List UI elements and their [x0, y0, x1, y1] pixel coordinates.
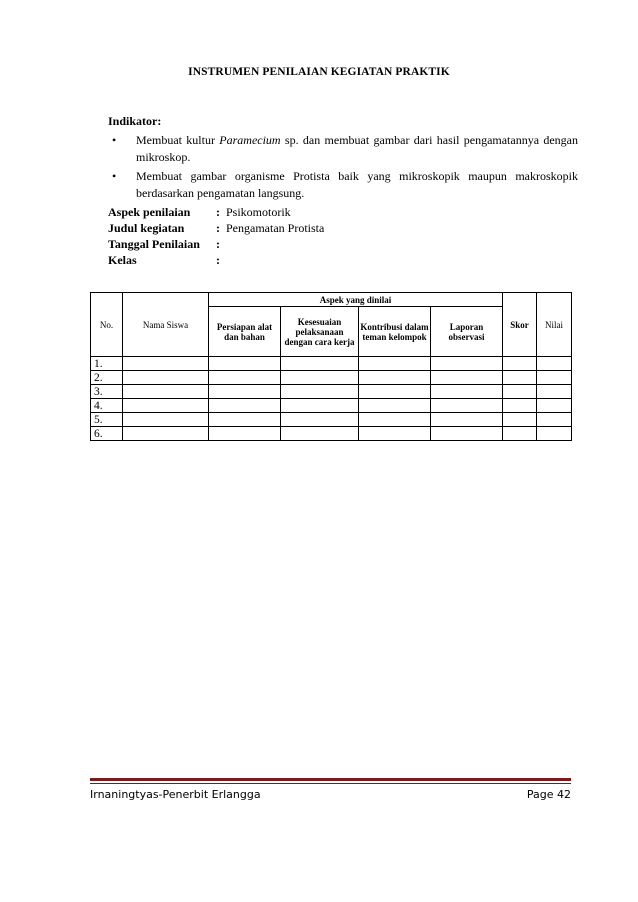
header-laporan: Laporan observasi	[431, 307, 503, 357]
cell-skor	[503, 427, 537, 441]
cell-nilai	[537, 357, 572, 371]
footer-page-number: Page 42	[526, 788, 571, 801]
cell-kontribusi	[359, 385, 431, 399]
header-nilai: Nilai	[537, 293, 572, 357]
cell-kontribusi	[359, 413, 431, 427]
cell-nama	[123, 427, 209, 441]
row-number: 4.	[91, 399, 123, 413]
cell-kesesuaian	[281, 399, 359, 413]
row-number: 6.	[91, 427, 123, 441]
cell-nama	[123, 357, 209, 371]
assessment-info	[108, 204, 324, 268]
bullet-icon: •	[112, 169, 117, 183]
cell-nilai	[537, 385, 572, 399]
cell-skor	[503, 413, 537, 427]
cell-kesesuaian	[281, 427, 359, 441]
cell-nilai	[537, 427, 572, 441]
cell-persiapan	[209, 385, 281, 399]
table-row	[91, 399, 572, 413]
table-row	[91, 371, 572, 385]
cell-nama	[123, 385, 209, 399]
cell-laporan	[431, 385, 503, 399]
info-row-judul-kegiatan: Judul kegiatan : Pengamatan Protista	[108, 221, 325, 235]
cell-skor	[503, 385, 537, 399]
cell-kesesuaian	[281, 413, 359, 427]
cell-nama	[123, 399, 209, 413]
row-number: 2.	[91, 371, 123, 385]
assessment-table	[90, 292, 572, 441]
header-kontribusi: Kontribusi dalam teman kelompok	[359, 307, 431, 357]
row-number: 5.	[91, 413, 123, 427]
footer-divider-thin	[90, 783, 571, 784]
info-row-aspek-penilaian: Aspek penilaian : Psikomotorik	[108, 205, 291, 219]
cell-nilai	[537, 371, 572, 385]
header-aspek-group: Aspek yang dinilai	[209, 293, 503, 307]
cell-laporan	[431, 371, 503, 385]
cell-laporan	[431, 427, 503, 441]
cell-kontribusi	[359, 399, 431, 413]
cell-persiapan	[209, 413, 281, 427]
footer-divider	[90, 778, 571, 781]
cell-skor	[503, 357, 537, 371]
cell-laporan	[431, 357, 503, 371]
cell-nilai	[537, 399, 572, 413]
cell-persiapan	[209, 371, 281, 385]
cell-kontribusi	[359, 371, 431, 385]
cell-skor	[503, 371, 537, 385]
info-row-tanggal-penilaian: Tanggal Penilaian :	[108, 237, 220, 251]
cell-nama	[123, 413, 209, 427]
page-title: INSTRUMEN PENILAIAN KEGIATAN PRAKTIK	[188, 66, 450, 78]
cell-persiapan	[209, 427, 281, 441]
cell-kesesuaian	[281, 371, 359, 385]
cell-nama	[123, 371, 209, 385]
row-number: 3.	[91, 385, 123, 399]
bullet-icon: •	[112, 133, 117, 147]
table-row	[91, 427, 572, 441]
indikator-item: • Membuat gambar organisme Protista baik yang mikroskopik maupun makroskopik berdasarkan pengamatan langsung.	[112, 169, 578, 200]
cell-laporan	[431, 399, 503, 413]
row-number: 1.	[91, 357, 123, 371]
indikator-item: • Membuat kultur Paramecium sp. dan membuat gambar dari hasil pengamatannya dengan mikroskop.	[112, 133, 579, 164]
cell-kesesuaian	[281, 385, 359, 399]
info-row-kelas: Kelas :	[108, 253, 220, 267]
cell-persiapan	[209, 399, 281, 413]
indikator-list	[108, 132, 578, 202]
indikator-heading: Indikator:	[108, 114, 162, 128]
page-footer	[90, 788, 571, 801]
header-skor: Skor	[503, 293, 537, 357]
cell-persiapan	[209, 357, 281, 371]
cell-kesesuaian	[281, 357, 359, 371]
header-nama-siswa: Nama Siswa	[123, 293, 209, 357]
table-row	[91, 385, 572, 399]
header-persiapan: Persiapan alat dan bahan	[209, 307, 281, 357]
header-kesesuaian: Kesesuaian pelaksanaan dengan cara kerja	[281, 307, 359, 357]
footer-publisher: Irnaningtyas-Penerbit Erlangga	[90, 788, 261, 801]
header-no: No.	[91, 293, 123, 357]
cell-kontribusi	[359, 427, 431, 441]
cell-kontribusi	[359, 357, 431, 371]
indikator-section	[108, 114, 578, 204]
cell-laporan	[431, 413, 503, 427]
table-row	[91, 413, 572, 427]
cell-nilai	[537, 413, 572, 427]
table-row	[91, 357, 572, 371]
cell-skor	[503, 399, 537, 413]
